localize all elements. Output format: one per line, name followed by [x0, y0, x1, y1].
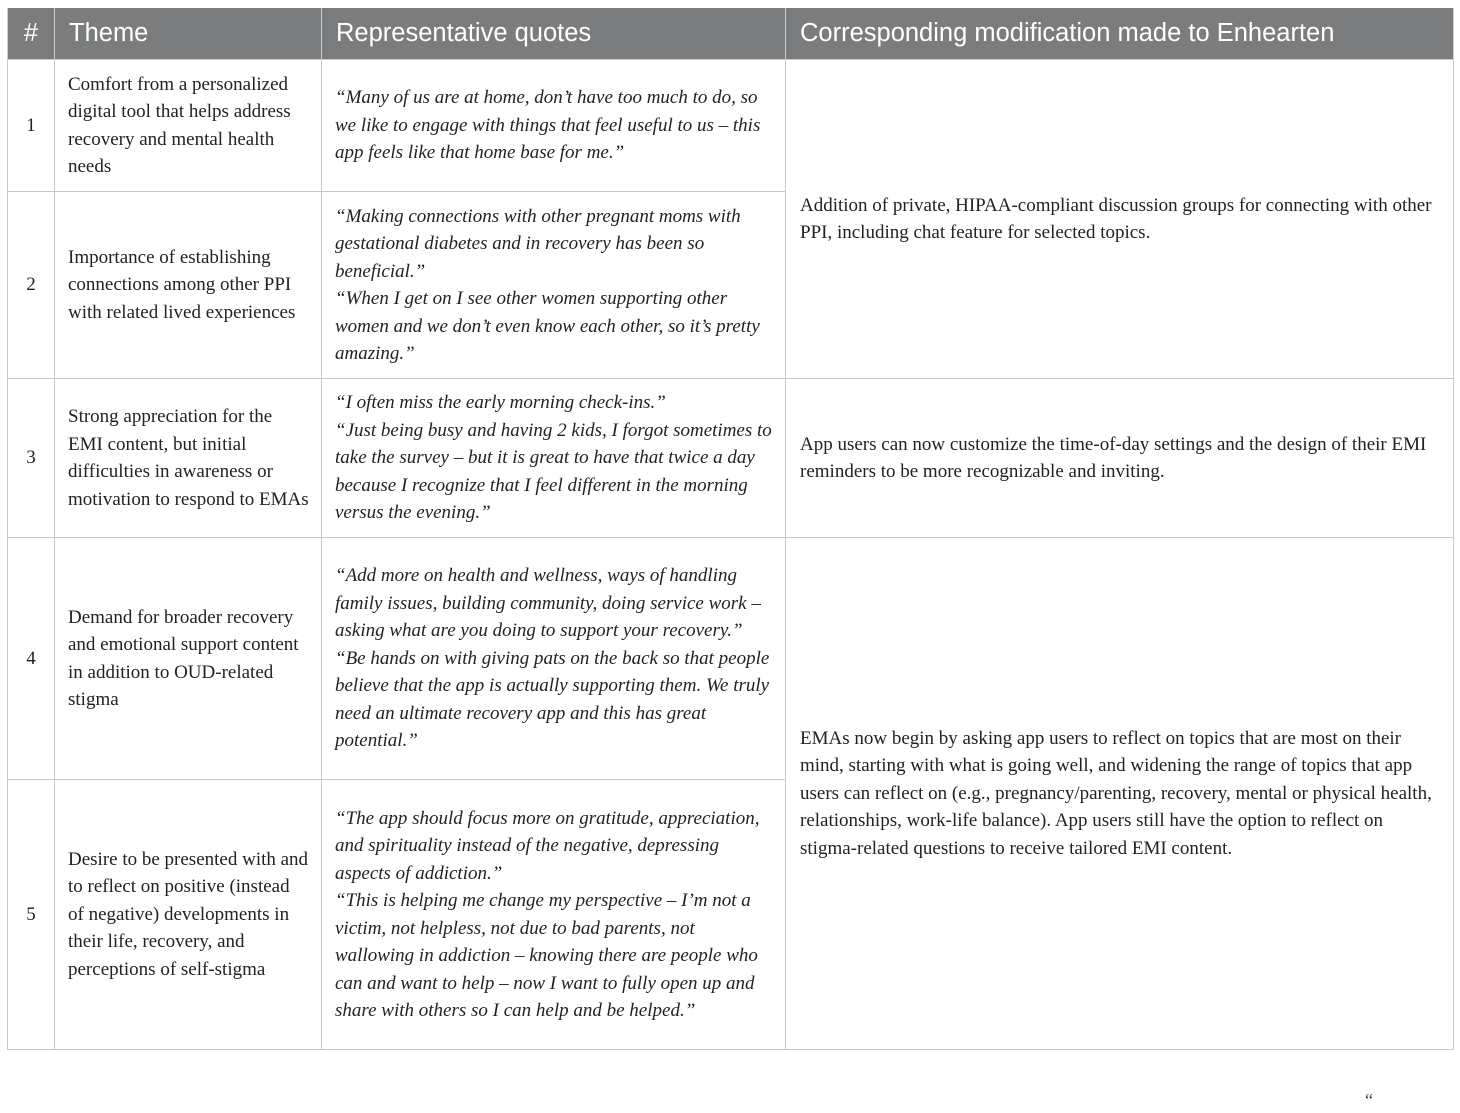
- table-header: [8, 8, 1454, 60]
- theme-cell: Demand for broader recovery and emotional support content in addition to OUD-related stigma: [55, 538, 322, 780]
- row-number: 1: [8, 60, 55, 192]
- header-modification: Corresponding modification made to Enhearten: [786, 8, 1454, 60]
- quote-text: “Be hands on with giving pats on the back so that people believe that the app is actually supporting them. We truly need an ultimate recovery app and this has great potential.”: [335, 647, 770, 752]
- quote-text: “Just being busy and having 2 kids, I forgot sometimes to take the survey – but it is great to have that twice a day because I recognize that I feel different in the morning versus the evening.”: [335, 419, 772, 524]
- themes-table: [7, 8, 1454, 1050]
- modification-cell: Addition of private, HIPAA-compliant discussion groups for connecting with other PPI, including chat feature for selected topics.: [786, 60, 1454, 379]
- quote-text: “The app should focus more on gratitude, appreciation, and spirituality instead of the negative, depressing aspects of addiction.”: [335, 807, 760, 884]
- row-number: 5: [8, 780, 55, 1050]
- quotes-cell: [322, 192, 786, 379]
- header-quotes: Representative quotes: [322, 8, 786, 60]
- quotes-cell: [322, 60, 786, 192]
- quote-text: “Making connections with other pregnant moms with gestational diabetes and in recovery has been so beneficial.”: [335, 205, 741, 282]
- table-row: [8, 60, 1454, 192]
- footer-quote-mark: “: [1365, 1090, 1373, 1110]
- quotes-cell: [322, 379, 786, 538]
- quote-text: “This is helping me change my perspective – I’m not a victim, not helpless, not due to bad parents, not wallowing in addiction – knowing there are people who can and want to help – now I want to fully open up and share with others so I can help and be helped.”: [335, 890, 758, 1021]
- theme-cell: Desire to be presented with and to reflect on positive (instead of negative) developments in their life, recovery, and perceptions of self-stigma: [55, 780, 322, 1050]
- quote-text: “I often miss the early morning check-ins.”: [335, 392, 666, 414]
- theme-cell: Comfort from a personalized digital tool that helps address recovery and mental health needs: [55, 60, 322, 192]
- header-row: [8, 8, 1454, 60]
- modification-cell: EMAs now begin by asking app users to reflect on topics that are most on their mind, starting with what is going well, and widening the range of topics that app users can reflect on (e.g., pregnancy/parenting, recovery, mental or physical health, relationships, work-life balance). App users still have the option to reflect on stigma-related questions to receive tailored EMI content.: [786, 538, 1454, 1050]
- quotes-cell: [322, 538, 786, 780]
- theme-cell: Importance of establishing connections among other PPI with related lived experiences: [55, 192, 322, 379]
- theme-cell: Strong appreciation for the EMI content, but initial difficulties in awareness or motivation to respond to EMAs: [55, 379, 322, 538]
- modification-cell: App users can now customize the time-of-day settings and the design of their EMI reminders to be more recognizable and inviting.: [786, 379, 1454, 538]
- quote-text: “When I get on I see other women supporting other women and we don’t even know each other, so it’s pretty amazing.”: [335, 288, 760, 364]
- row-number: 3: [8, 379, 55, 538]
- header-theme: Theme: [55, 8, 322, 60]
- table-row: [8, 379, 1454, 538]
- quote-text: “Many of us are at home, don’t have too much to do, so we like to engage with things that feel useful to us – this app feels like that home base for me.”: [335, 87, 761, 164]
- table-row: [8, 538, 1454, 780]
- header-num: #: [8, 8, 55, 60]
- quote-text: “Add more on health and wellness, ways of handling family issues, building community, doing service work – asking what are you doing to support your recovery.”: [335, 565, 761, 642]
- row-number: 4: [8, 538, 55, 780]
- row-number: 2: [8, 192, 55, 379]
- table-body: [8, 60, 1454, 1050]
- quotes-cell: [322, 780, 786, 1050]
